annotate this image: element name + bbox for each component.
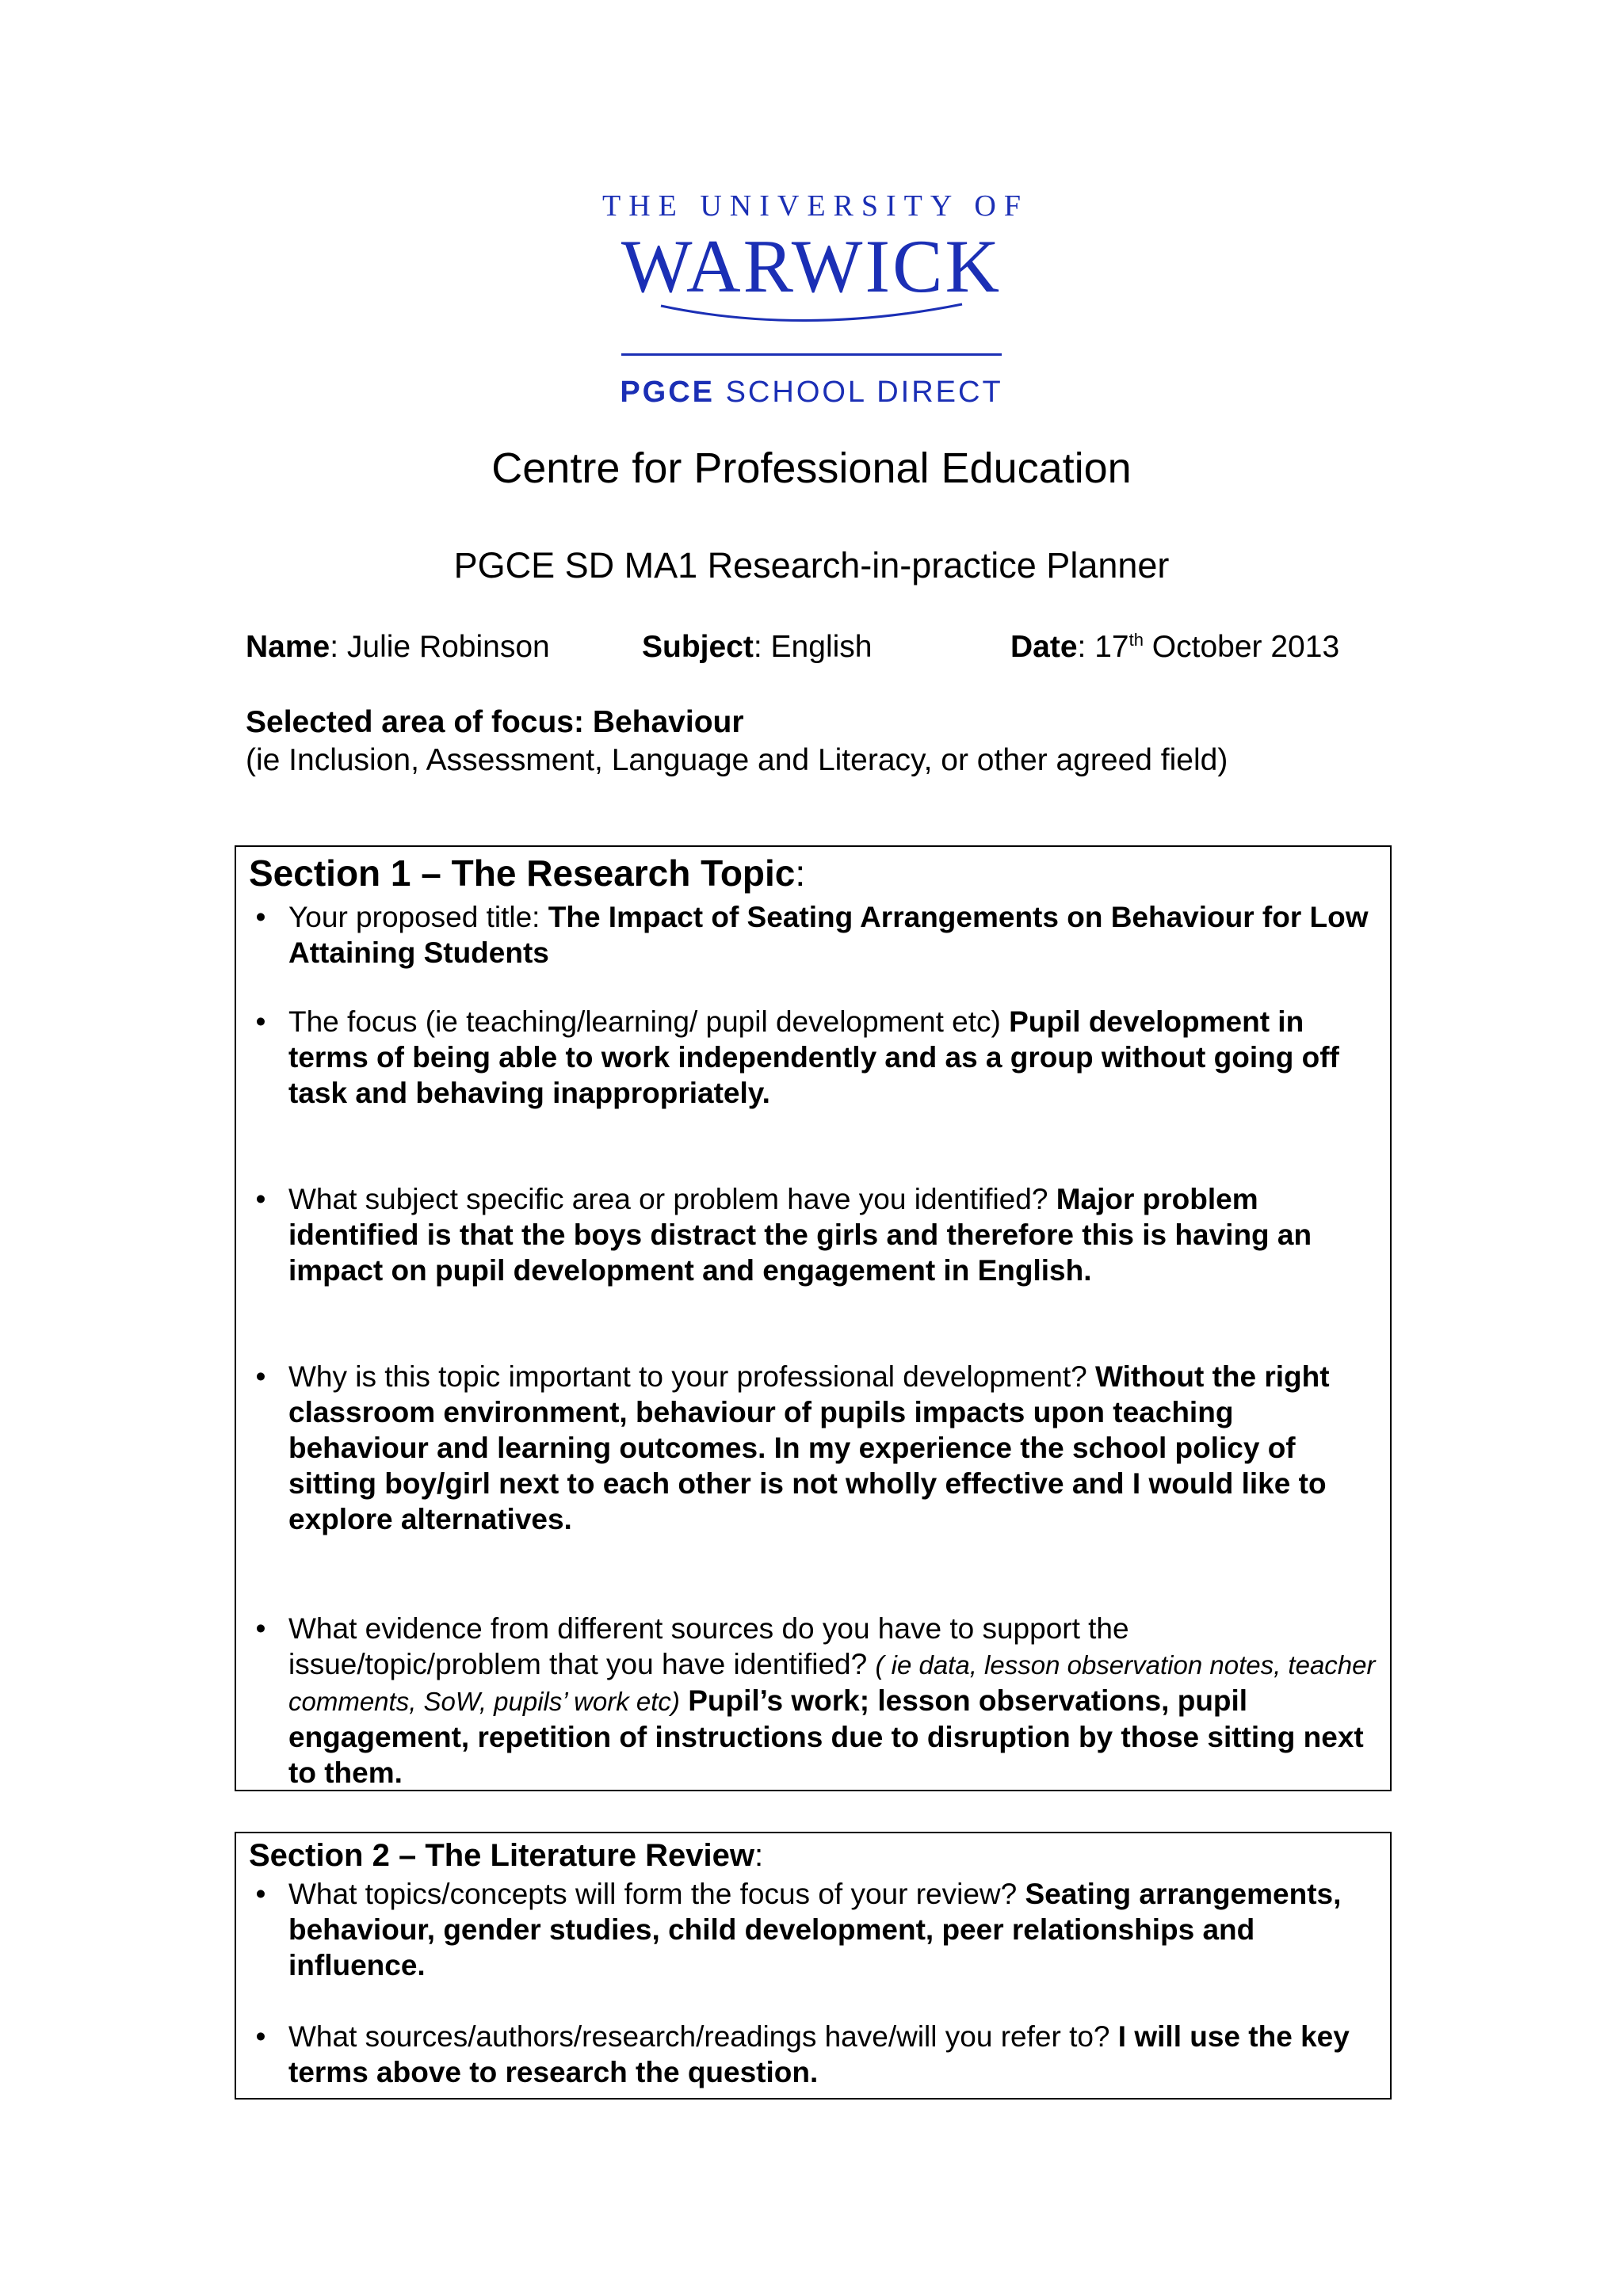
logo-divider bbox=[621, 353, 1002, 356]
bullet-icon: • bbox=[255, 1878, 266, 1910]
list-item: • What sources/authors/research/readings have/will you refer to? I will use the key terms above to research the question. bbox=[249, 2019, 1378, 2090]
logo-wordmark: WARWICK bbox=[621, 224, 1002, 308]
university-logo bbox=[0, 189, 1623, 410]
list-item: • What topics/concepts will form the focus of your review? Seating arrangements, behaviour, gender studies, child development, peer relationships and influence. bbox=[249, 1876, 1378, 1983]
bullet-icon: • bbox=[255, 1183, 266, 1215]
section2-title: Section 2 – The Literature Review: bbox=[249, 1838, 764, 1873]
focus-note: (ie Inclusion, Assessment, Language and Literacy, or other agreed field) bbox=[246, 743, 1228, 777]
list-item: • The focus (ie teaching/learning/ pupil development etc) Pupil development in terms of being able to work independently and as a group without going off task and behaving inappropriately. bbox=[249, 1004, 1378, 1111]
list-item: • Why is this topic important to your professional development? Without the right classroom environment, behaviour of pupils impacts upon teaching behaviour and learning outcomes. In my experience the school policy of sitting boy/girl next to each other is not wholly effective and I would like to explore alternatives. bbox=[249, 1359, 1378, 1537]
focus-area bbox=[246, 704, 1228, 780]
bullet-icon: • bbox=[255, 1005, 266, 1038]
date-field: Date: 17th October 2013 bbox=[1010, 630, 1340, 664]
list-item: • What evidence from different sources do you have to support the issue/topic/problem that you have identified? ( ie data, lesson observation notes, teacher comments, SoW, pupils’ work etc) Pupil’s work; lesson observations, pupil engagement, repetition of instructions due to disruption by those sitting next to them. bbox=[249, 1611, 1378, 1791]
bullet-icon: • bbox=[255, 901, 266, 933]
info-row bbox=[246, 630, 1395, 669]
focus-heading: Selected area of focus: Behaviour bbox=[246, 705, 744, 739]
list-item: • What subject specific area or problem have you identified? Major problem identified is that the boys distract the girls and therefore this is having an impact on pupil development and engagement in English. bbox=[249, 1181, 1378, 1288]
logo-line1: THE UNIVERSITY OF bbox=[601, 189, 1029, 223]
bullet-icon: • bbox=[255, 2020, 266, 2053]
subject-field: Subject: English bbox=[642, 630, 873, 664]
bullet-icon: • bbox=[255, 1612, 266, 1645]
section-literature-review bbox=[235, 1832, 1392, 2100]
section1-title: Section 1 – The Research Topic: bbox=[249, 852, 806, 894]
centre-title: Centre for Professional Education bbox=[491, 444, 1132, 492]
logo-subtitle: PGCE SCHOOL DIRECT bbox=[620, 376, 1003, 409]
planner-title: PGCE SD MA1 Research-in-practice Planner bbox=[453, 545, 1170, 585]
list-item: • Your proposed title: The Impact of Seating Arrangements on Behaviour for Low Attaining Students bbox=[249, 899, 1378, 971]
bullet-icon: • bbox=[255, 1360, 266, 1393]
name-field: Name: Julie Robinson bbox=[246, 630, 550, 664]
section-research-topic bbox=[235, 845, 1392, 1791]
